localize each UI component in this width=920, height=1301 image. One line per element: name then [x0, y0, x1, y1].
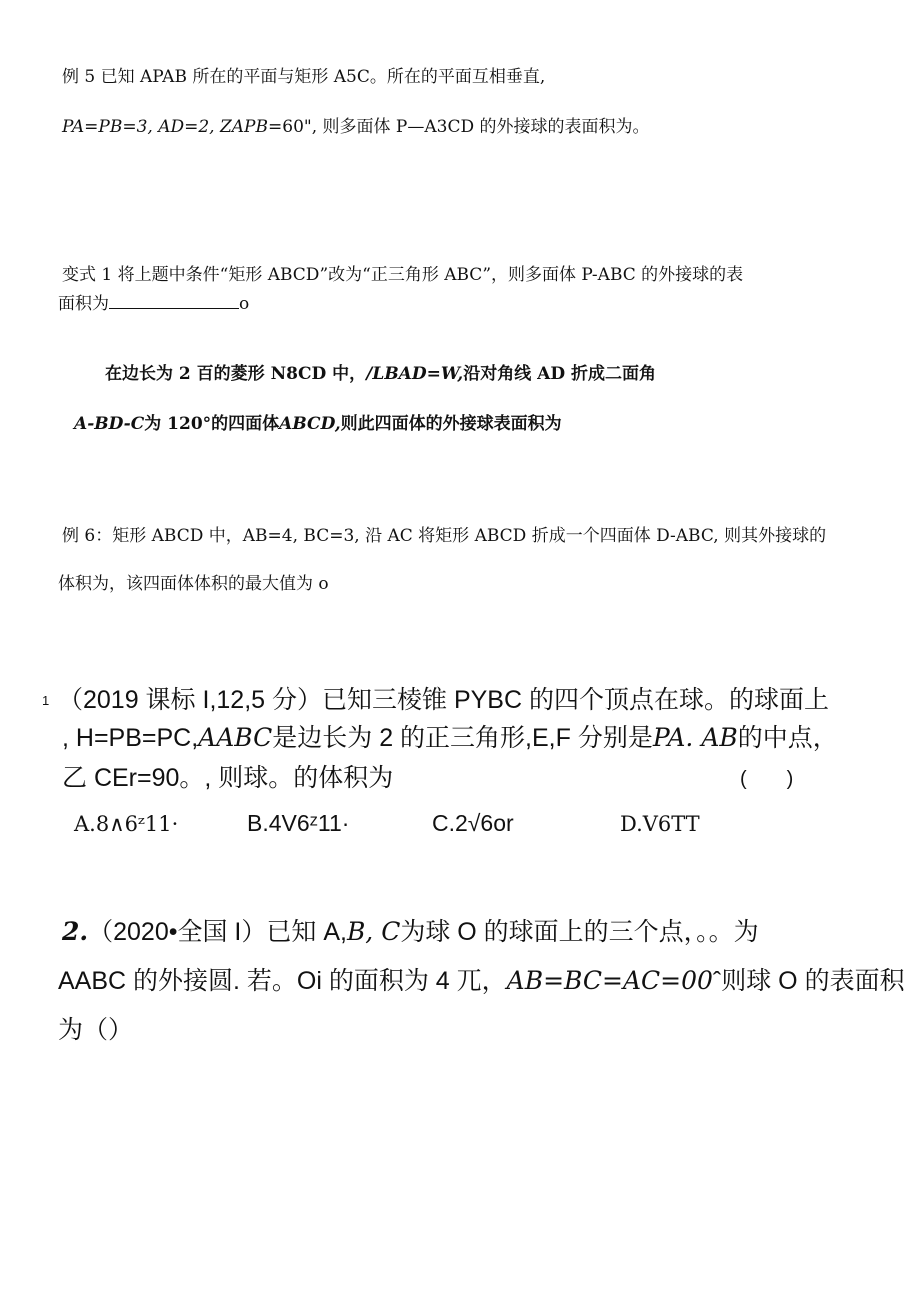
variant-1-prompt: 面积为: [58, 294, 109, 314]
question-2-line-2: [58, 961, 905, 997]
q2-text-d: AABC 的外接圆. 若。Oi 的面积为 4 兀，: [58, 967, 507, 995]
q2-equation: AB=BC=AC=00: [506, 966, 713, 995]
example-6-line-1: 例 6：矩形 ABCD 中，AB=4, BC=3, 沿 AC 将矩形 ABCD 折成一个四面体 D-ABC, 则其外接球的: [62, 526, 827, 546]
q2-text-a: （2020•全国 I）已知 A,: [88, 918, 347, 946]
rhombus-tetra: ABCD,: [279, 414, 341, 434]
question-1-line-3: 乙 CEr=90。, 则球。的体积为: [62, 764, 394, 792]
question-1-number: 1: [42, 693, 50, 708]
variant-1-line-2: [58, 289, 249, 314]
example-5-question: 60", 则多面体 P—A3CD 的外接球的表面积为。: [282, 117, 650, 137]
example-5-condition: PA=PB=3, AD=2, ZAPB=: [62, 117, 283, 137]
q1-segments: PA. AB: [652, 723, 738, 752]
option-c: C.2√6or: [432, 810, 514, 836]
variant-1-line-1: 变式 1 将上题中条件“矩形 ABCD”改为“正三角形 ABC”，则多面体 P-ABC 的外接球的表: [62, 265, 744, 285]
rhombus-text-c: 沿对角线 AD 折成二面角: [463, 364, 657, 384]
option-a: A.8∧6ᶻ11·: [74, 812, 179, 836]
question-1-line-1: （2019 课标 I,12,5 分）已知三棱锥 PYBC 的四个顶点在球。的球面上: [58, 686, 829, 714]
q1-text-c: 是边长为 2 的正三角形,E,F 分别是: [272, 724, 653, 752]
question-2-line-3: 为（）: [58, 1016, 134, 1044]
example-5-line-2: [62, 112, 649, 137]
option-d: D.V6TT: [620, 812, 700, 836]
q2-points: B, C: [346, 917, 401, 946]
question-1-answer-paren: ( ): [740, 768, 794, 790]
rhombus-line-1: [105, 359, 656, 384]
answer-blank: [109, 292, 239, 309]
q2-text-f: ˆ则球 O 的表面积: [712, 967, 905, 995]
q2-text-c: 为球 O 的球面上的三个点，。。为: [400, 918, 759, 946]
variant-1-end: o: [239, 294, 250, 314]
question-2-number: 2.: [62, 917, 89, 946]
q1-text-e: 的中点，: [737, 724, 838, 752]
q1-triangle: AABC: [198, 723, 273, 752]
rhombus-text-a: 在边长为 2 百的菱形 N8CD 中，: [105, 364, 367, 384]
rhombus-angle: /LBAD=W,: [366, 364, 464, 384]
example-6-line-2: 体积为，该四面体体积的最大值为 o: [58, 574, 329, 594]
question-2-line-1: [62, 912, 759, 948]
rhombus-dihedral: A-BD-C: [74, 414, 145, 434]
question-1-line-2: [62, 718, 838, 754]
rhombus-question: 则此四面体的外接球表面积为: [340, 414, 562, 434]
rhombus-line-2: [74, 409, 562, 434]
rhombus-text-b: 为 120°的四面体: [144, 414, 280, 434]
q1-text-a: , H=PB=PC,: [62, 724, 199, 752]
option-b: B.4V6ᶻ11·: [247, 810, 350, 836]
example-5-line-1: 例 5 已知 APAB 所在的平面与矩形 A5C。所在的平面互相垂直,: [62, 67, 546, 87]
